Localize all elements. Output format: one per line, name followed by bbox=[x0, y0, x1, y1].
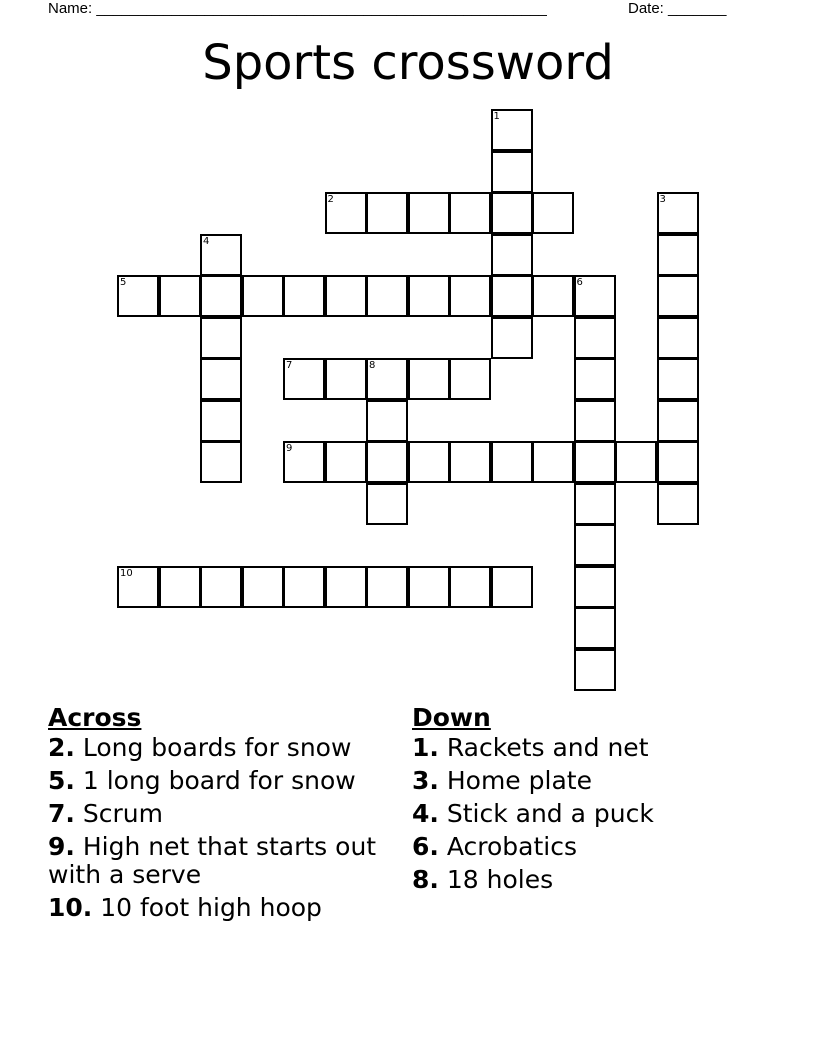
clue-text: 18 holes bbox=[446, 865, 554, 894]
clue-number: 3 bbox=[659, 194, 666, 205]
grid-cell[interactable] bbox=[366, 566, 408, 608]
grid-cell[interactable] bbox=[657, 483, 699, 525]
down-clue bbox=[412, 800, 792, 828]
clue-number-label: 6. bbox=[412, 832, 439, 861]
grid-cell[interactable] bbox=[532, 441, 574, 483]
grid-cell[interactable] bbox=[325, 566, 367, 608]
clue-number: 1 bbox=[493, 111, 500, 122]
grid-cell[interactable] bbox=[449, 441, 491, 483]
across-clues bbox=[48, 702, 388, 927]
grid-cell[interactable] bbox=[366, 275, 408, 317]
clue-number: 4 bbox=[203, 235, 210, 247]
grid-cell[interactable] bbox=[491, 109, 533, 151]
grid-cell[interactable] bbox=[242, 275, 284, 317]
clue-number: 2 bbox=[327, 194, 334, 205]
grid-cell[interactable] bbox=[657, 234, 699, 276]
grid-cell[interactable] bbox=[200, 441, 242, 483]
across-clue bbox=[48, 800, 388, 828]
down-clue bbox=[412, 734, 792, 762]
grid-cell[interactable] bbox=[491, 234, 533, 276]
grid-cell[interactable] bbox=[491, 151, 533, 193]
clue-number: 10 bbox=[120, 567, 133, 579]
grid-cell[interactable] bbox=[615, 441, 657, 483]
down-clue-list bbox=[412, 734, 792, 894]
clue-text: 1 long board for snow bbox=[82, 766, 356, 795]
grid-cell[interactable] bbox=[242, 566, 284, 608]
grid-cell[interactable] bbox=[408, 441, 450, 483]
clue-number-label: 1. bbox=[412, 733, 439, 762]
grid-cell[interactable] bbox=[200, 400, 242, 442]
clue-number-label: 4. bbox=[412, 799, 439, 828]
grid-cell[interactable] bbox=[574, 400, 616, 442]
grid-cell[interactable] bbox=[200, 358, 242, 400]
grid-cell[interactable] bbox=[657, 192, 699, 234]
across-clue bbox=[48, 894, 388, 922]
grid-cell[interactable] bbox=[283, 566, 325, 608]
grid-cell[interactable] bbox=[366, 192, 408, 234]
grid-cell[interactable] bbox=[574, 275, 616, 317]
grid-cell[interactable] bbox=[491, 192, 533, 234]
down-heading: Down bbox=[412, 703, 491, 732]
grid-cell[interactable] bbox=[574, 566, 616, 608]
grid-cell[interactable] bbox=[283, 358, 325, 400]
grid-cell[interactable] bbox=[491, 441, 533, 483]
grid-cell[interactable] bbox=[325, 275, 367, 317]
grid-cell[interactable] bbox=[574, 649, 616, 691]
grid-cell[interactable] bbox=[657, 400, 699, 442]
grid-cell[interactable] bbox=[574, 317, 616, 359]
grid-cell[interactable] bbox=[117, 275, 159, 317]
grid-cell[interactable] bbox=[491, 317, 533, 359]
grid-cell[interactable] bbox=[200, 566, 242, 608]
clue-text: Stick and a puck bbox=[446, 799, 654, 828]
grid-cell[interactable] bbox=[408, 275, 450, 317]
clue-number-label: 2. bbox=[48, 733, 75, 762]
name-line: Name: ______________________________________________________ bbox=[48, 0, 547, 17]
down-clue bbox=[412, 767, 792, 795]
clue-number: 6 bbox=[576, 277, 583, 288]
grid-cell[interactable] bbox=[366, 483, 408, 525]
grid-cell[interactable] bbox=[283, 275, 325, 317]
grid-cell[interactable] bbox=[449, 566, 491, 608]
down-clue bbox=[412, 866, 792, 894]
grid-cell[interactable] bbox=[657, 441, 699, 483]
grid-cell[interactable] bbox=[657, 317, 699, 359]
grid-cell[interactable] bbox=[366, 358, 408, 400]
grid-cell[interactable] bbox=[200, 275, 242, 317]
grid-cell[interactable] bbox=[408, 358, 450, 400]
grid-cell[interactable] bbox=[491, 275, 533, 317]
across-clue bbox=[48, 734, 388, 762]
grid-cell[interactable] bbox=[449, 192, 491, 234]
grid-cell[interactable] bbox=[117, 566, 159, 608]
grid-cell[interactable] bbox=[574, 524, 616, 566]
clue-number-label: 8. bbox=[412, 865, 439, 894]
clue-number-label: 3. bbox=[412, 766, 439, 795]
clue-number-label: 5. bbox=[48, 766, 75, 795]
grid-cell[interactable] bbox=[408, 566, 450, 608]
clue-number-label: 9. bbox=[48, 832, 75, 861]
clue-number-label: 7. bbox=[48, 799, 75, 828]
date-line: Date: _______ bbox=[628, 0, 727, 17]
grid-cell[interactable] bbox=[657, 358, 699, 400]
clue-text: Scrum bbox=[82, 799, 163, 828]
grid-cell[interactable] bbox=[491, 566, 533, 608]
clue-number: 7 bbox=[286, 360, 293, 371]
grid-cell[interactable] bbox=[159, 566, 201, 608]
grid-cell[interactable] bbox=[532, 275, 574, 317]
grid-cell[interactable] bbox=[159, 275, 201, 317]
grid-cell[interactable] bbox=[449, 275, 491, 317]
clue-text: Long boards for snow bbox=[82, 733, 352, 762]
across-clue bbox=[48, 833, 388, 889]
grid-cell[interactable] bbox=[325, 441, 367, 483]
grid-cell[interactable] bbox=[283, 441, 325, 483]
clue-number: 9 bbox=[286, 443, 293, 454]
grid-cell[interactable] bbox=[325, 192, 367, 234]
clue-text: Rackets and net bbox=[446, 733, 649, 762]
grid-cell[interactable] bbox=[574, 441, 616, 483]
grid-cell[interactable] bbox=[574, 607, 616, 649]
clue-text: Acrobatics bbox=[446, 832, 577, 861]
clue-number: 8 bbox=[369, 360, 376, 371]
grid-cell[interactable] bbox=[574, 358, 616, 400]
grid-cell[interactable] bbox=[532, 192, 574, 234]
across-clue bbox=[48, 767, 388, 795]
page-title: Sports crossword bbox=[202, 35, 614, 91]
grid-cell[interactable] bbox=[325, 358, 367, 400]
across-clue-list bbox=[48, 734, 388, 922]
grid-cell[interactable] bbox=[574, 483, 616, 525]
down-clue bbox=[412, 833, 792, 861]
grid-cell[interactable] bbox=[200, 317, 242, 359]
clue-text: High net that starts out with a serve bbox=[48, 832, 377, 889]
grid-cell[interactable] bbox=[449, 358, 491, 400]
grid-cell[interactable] bbox=[408, 192, 450, 234]
grid-cell[interactable] bbox=[657, 275, 699, 317]
clue-text: 10 foot high hoop bbox=[100, 893, 322, 922]
down-clues bbox=[412, 702, 792, 899]
clue-number: 5 bbox=[120, 277, 127, 288]
clue-text: Home plate bbox=[446, 766, 592, 795]
grid-cell[interactable] bbox=[366, 441, 408, 483]
clue-number-label: 10. bbox=[48, 893, 93, 922]
grid-cell[interactable] bbox=[366, 400, 408, 442]
across-heading: Across bbox=[48, 703, 142, 732]
grid-cell[interactable] bbox=[200, 234, 242, 276]
